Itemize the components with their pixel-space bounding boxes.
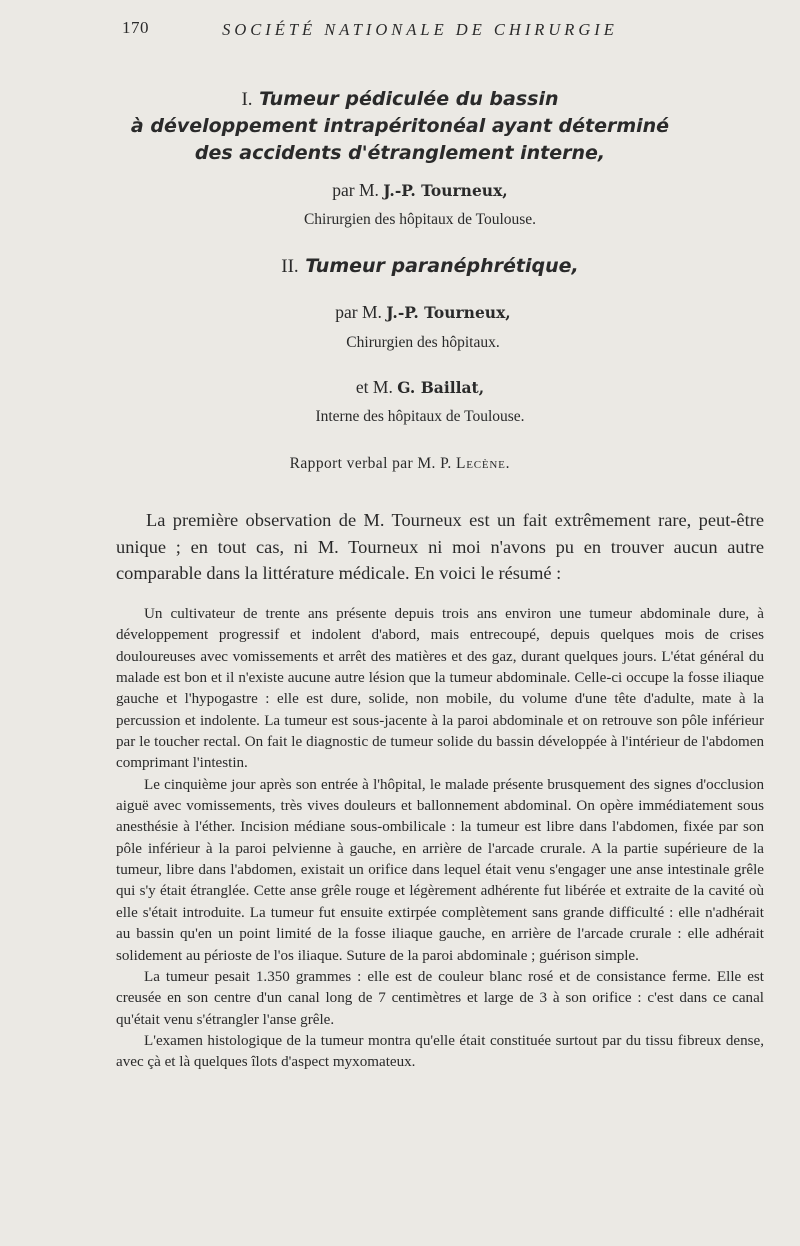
article2-coauthor-affiliation: Interne des hôpitaux de Toulouse. [315,408,525,425]
case-summary [116,604,764,1074]
article2-title [0,255,800,278]
article1-title [120,86,680,167]
article1-title-line3: des accidents d'étranglement interne, [194,142,606,164]
article1-author-line [0,180,800,201]
intro-text: La première observation de M. Tourneux est un fait extrêmement rare, peut-être unique ; en tout cas, ni M. Tourneux ni moi n'avons pu en trouver aucun autre comparable dans la littérature médicale. En voici le résumé : [116,510,764,583]
report-text: Rapport verbal par M. P. [289,455,452,472]
body-paragraph: L'examen histologique de la tumeur montra qu'elle était constituée surtout par du tissu fibreux dense, avec çà et là quelques îlots d'aspect myxomateux. [116,1032,764,1071]
article1-by: par M. [332,180,379,200]
article1-numeral: I. [241,89,253,110]
body-paragraph: Un cultivateur de trente ans présente depuis trois ans environ une tumeur abdominale dure, à développement progressif et indolent d'abord, mais entrecoupé, depuis quelques mois de crises douloureuses avec vomissements et arrêt des matières et des gaz, durant quelques jours. L'état général du malade est bon et il n'existe aucune autre lésion que la tumeur abdominale. Celle-ci occupe la fosse iliaque gauche et l'hypogastre : elle est dure, solide, non mobile, du volume d'une tête d'adulte, mate à la percussion et indolente. La tumeur est sous-jacente à la paroi abdominale et on retrouve son pôle inférieur par le toucher rectal. On fait le diagnostic de tumeur solide du bassin développée à l'intérieur de l'abdomen comprimant l'intestin. [116,606,764,772]
body-paragraph: Le cinquième jour après son entrée à l'hôpital, le malade présente brusquement des signes d'occlusion aiguë avec vomissements, très vives douleurs et ballonnement abdominal. On opère immédiatement sous anesthésie à l'éther. Incision médiane sous-ombilicale : la tumeur est libre dans l'abdomen, fixée par son pôle inférieur à la paroi pelvienne à gauche, en arrière de l'arcade crurale. A la partie supérieure de la tumeur, libre dans l'abdomen, existait un orifice dans lequel était venu s'engager une anse intestinale grêle qui s'y était étranglée. Cette anse grêle rouge et légèrement adhérente fut libérée et extraite de la cavité où elle s'était introduite. La tumeur fut ensuite extirpée complètement sans grande difficulté : elle n'adhérait au bassin qu'en un point limité de la fosse iliaque gauche, en arrière de l'arcade crurale : elle adhérait solidement au périoste de l'os iliaque. Suture de la paroi abdominale ; guérison simple. [116,776,764,964]
report-reporter: Lecène. [455,455,511,472]
body-paragraph: La tumeur pesait 1.350 grammes : elle est de couleur blanc rosé et de consistance ferme. Elle est creusée en son centre d'un canal long de 7 centimètres et large de 3 à son orifice : c'est dans ce canal qu'était venu s'étrangler l'anse grêle. [116,968,764,1028]
page-number: 170 [122,18,149,37]
article2-coauthor-line [0,377,800,398]
intro-paragraph [116,507,764,587]
article1-title-line2: à développement intrapéritonéal ayant déterminé [130,115,670,137]
article2-coauthor: G. Baillat, [397,378,485,397]
article2-by: par M. [335,302,382,322]
article1-author: J.-P. Tourneux, [383,181,508,200]
article1-affiliation: Chirurgien des hôpitaux de Toulouse. [303,211,537,228]
article2-coauthor-by: et M. [355,377,393,397]
article1-title-line1: Tumeur pédiculée du bassin [259,88,559,110]
article2-numeral: II. [281,256,299,277]
article2-title-text: Tumeur paranéphrétique, [305,255,579,277]
report-line [0,455,800,473]
article2-author: J.-P. Tourneux, [386,303,511,322]
article2-affiliation: Chirurgien des hôpitaux. [346,334,500,351]
article2-author-line [0,302,800,323]
running-title: SOCIÉTÉ NATIONALE DE CHIRURGIE [222,20,618,39]
